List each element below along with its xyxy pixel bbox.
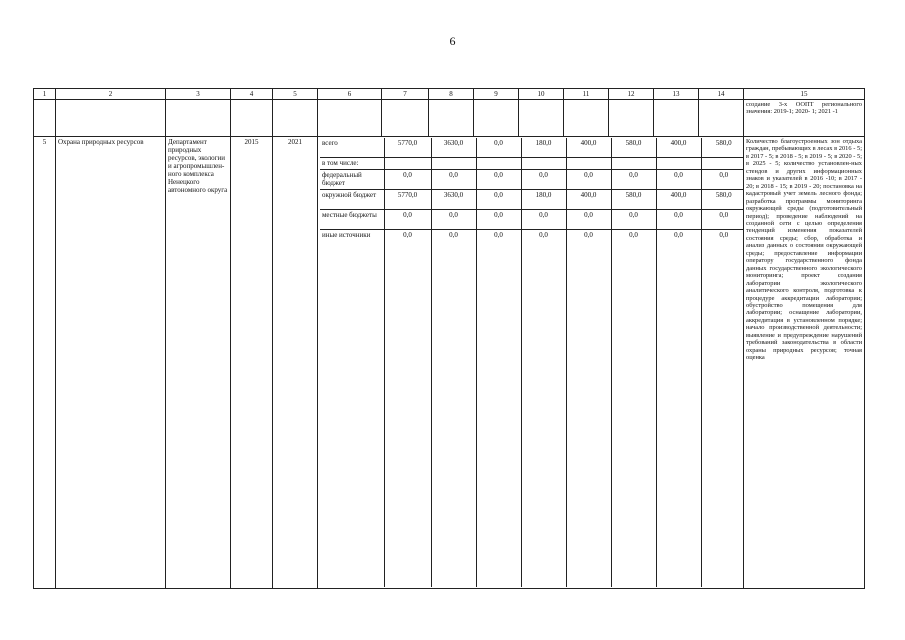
funding-value: 0,0 <box>384 170 431 190</box>
end-year: 2021 <box>273 137 318 589</box>
funding-source: местные бюджеты <box>320 210 384 230</box>
funding-value <box>611 158 656 170</box>
funding-value: 400,0 <box>656 138 701 158</box>
executor: Департамент природных ресурсов, экологии и агропромышлен-ного комплекса Ненецкого автономного округа <box>166 137 231 589</box>
header-cell: 11 <box>564 89 609 100</box>
funding-value <box>384 158 431 170</box>
header-cell: 12 <box>609 89 654 100</box>
program-row <box>34 137 865 589</box>
funding-value: 0,0 <box>611 170 656 190</box>
funding-value <box>476 158 521 170</box>
funding-value: 580,0 <box>701 190 744 210</box>
start-year: 2015 <box>231 137 273 589</box>
funding-value: 0,0 <box>611 230 656 588</box>
funding-value: 3630,0 <box>431 190 476 210</box>
funding-value: 0,0 <box>476 190 521 210</box>
funding-value: 0,0 <box>701 170 744 190</box>
header-cell: 13 <box>654 89 699 100</box>
header-cell: 10 <box>519 89 564 100</box>
funding-row <box>320 190 744 210</box>
funding-value: 0,0 <box>656 210 701 230</box>
funding-value: 0,0 <box>701 230 744 588</box>
funding-block <box>318 137 744 589</box>
header-cell: 15 <box>744 89 865 100</box>
funding-value: 0,0 <box>476 170 521 190</box>
funding-value: 0,0 <box>431 210 476 230</box>
funding-source: в том числе: <box>320 158 384 170</box>
funding-row <box>320 158 744 170</box>
header-cell: 7 <box>382 89 429 100</box>
header-cell: 3 <box>166 89 231 100</box>
funding-value: 0,0 <box>521 170 566 190</box>
funding-value: 0,0 <box>656 230 701 588</box>
measure-name: Охрана природных ресурсов <box>56 137 166 589</box>
funding-value: 0,0 <box>384 210 431 230</box>
header-cell: 1 <box>34 89 56 100</box>
funding-value: 400,0 <box>656 190 701 210</box>
funding-value: 0,0 <box>476 230 521 588</box>
funding-row <box>320 210 744 230</box>
funding-value: 5770,0 <box>384 138 431 158</box>
funding-value: 0,0 <box>431 170 476 190</box>
funding-value: 0,0 <box>611 210 656 230</box>
funding-value <box>656 158 701 170</box>
funding-row <box>320 138 744 158</box>
funding-table <box>320 138 744 587</box>
funding-row <box>320 170 744 190</box>
funding-value: 180,0 <box>521 138 566 158</box>
funding-source: окружной бюджет <box>320 190 384 210</box>
funding-value: 0,0 <box>431 230 476 588</box>
funding-source: иные источники <box>322 231 371 239</box>
funding-row <box>320 230 744 588</box>
funding-value: 0,0 <box>701 210 744 230</box>
funding-value: 400,0 <box>566 138 611 158</box>
funding-value: 0,0 <box>476 210 521 230</box>
funding-value: 400,0 <box>566 190 611 210</box>
funding-value <box>701 158 744 170</box>
funding-value: 580,0 <box>701 138 744 158</box>
funding-value: 5770,0 <box>384 190 431 210</box>
funding-source: федеральный бюджет <box>320 170 384 190</box>
program-table <box>33 88 865 589</box>
funding-value: 0,0 <box>384 230 431 588</box>
expected-result: Количество благоустроенных зон отдыха граждан, пребывающих в лесах в 2016 - 5; в 2017 - 5; в 2018 - 5; в 2019 - 5; в 2020 - 5; в 2025 - 5; количество установлен-ных стендов и других информационных знаков и указателей в 2016 -10; в 2017 - 20; в 2018 - 15; в 2019 - 20; постановка на кадастровый учет земель лесного фонда; разработка программы мониторинга окружающей среды (подготовительный период); проведение наблюдений на созданной сети с целью определения тенденций изменения показателей состояния среды; сбор, обработка и анализ данных о состоянии окружающей среды; предоставление информации оператору государственного фонда данных государственного экологического мониторинга; проект создания лаборатории экологического аналитического контроля, подготовка к процедуре аккредитации лаборатории; обустройство помещения для лаборатории; оснащение лаборатории, аккредитация в установленном порядке; начало производственной деятельности; выявление и предупреждение нарушений требований законодательства в области охраны природных ресурсов; точная оценка <box>744 137 865 589</box>
funding-value: 0,0 <box>566 210 611 230</box>
header-cell: 6 <box>318 89 382 100</box>
funding-value: 0,0 <box>566 230 611 588</box>
funding-value: 580,0 <box>611 138 656 158</box>
funding-value <box>431 158 476 170</box>
funding-value: 0,0 <box>521 210 566 230</box>
funding-value <box>566 158 611 170</box>
funding-value: 0,0 <box>656 170 701 190</box>
funding-value: 0,0 <box>476 138 521 158</box>
row-number: 5 <box>34 137 56 589</box>
header-row <box>34 89 865 100</box>
funding-value: 580,0 <box>611 190 656 210</box>
continuation-row <box>34 100 865 137</box>
header-cell: 5 <box>273 89 318 100</box>
funding-source: всего <box>320 138 384 158</box>
funding-value: 3630,0 <box>431 138 476 158</box>
funding-value: 180,0 <box>521 190 566 210</box>
header-cell: 4 <box>231 89 273 100</box>
header-cell: 9 <box>474 89 519 100</box>
funding-value: 0,0 <box>566 170 611 190</box>
header-cell: 14 <box>699 89 744 100</box>
funding-value: 0,0 <box>521 230 566 588</box>
header-cell: 2 <box>56 89 166 100</box>
page-number: 6 <box>449 34 456 48</box>
funding-value <box>521 158 566 170</box>
header-cell: 8 <box>429 89 474 100</box>
continuation-text: создание 3-х ООПТ регионального значения: 2019-1; 2020- 1; 2021 -1 <box>744 100 865 137</box>
